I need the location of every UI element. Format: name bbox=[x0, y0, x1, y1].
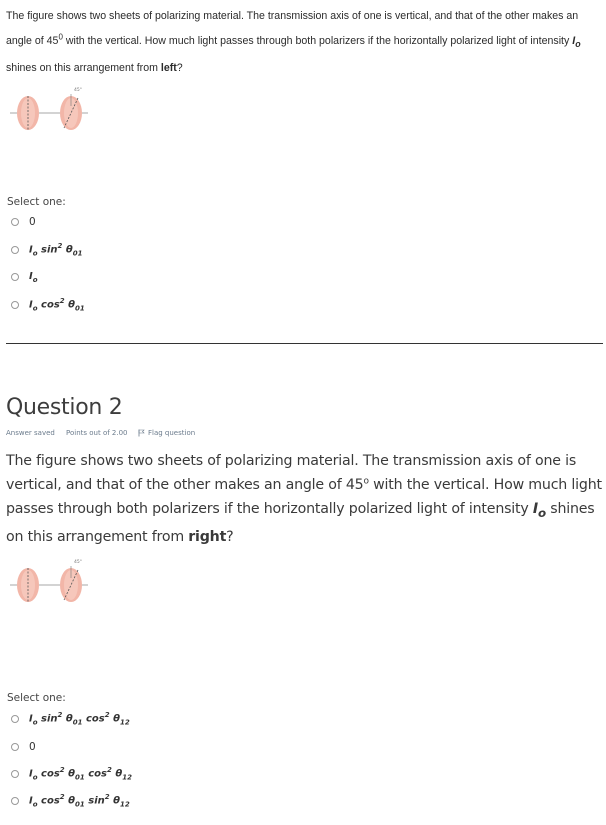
q1-option-2-func: sin bbox=[41, 244, 58, 256]
q2-option-4-theta1-sub: 01 bbox=[75, 800, 85, 809]
q1-select-one: Select one: bbox=[7, 196, 66, 208]
q2-option-4-func1: cos bbox=[41, 795, 60, 807]
q2-option-4-label bbox=[29, 793, 130, 808]
q2-option-1-theta1-sub: 01 bbox=[72, 718, 83, 727]
q1-option-4-intensity-sub: o bbox=[32, 304, 38, 313]
q2-option-3-power2: 2 bbox=[107, 766, 112, 775]
question-1-text bbox=[6, 4, 602, 81]
q2-status: Answer saved bbox=[6, 429, 55, 437]
flag-icon[interactable] bbox=[138, 429, 145, 437]
q2-direction: right bbox=[188, 529, 227, 546]
q1-polarizer-1-highlight bbox=[21, 98, 35, 128]
q1-option-2-power: 2 bbox=[57, 242, 63, 251]
q1-option-2-theta-sub: 01 bbox=[72, 249, 83, 258]
q2-option-1-intensity-sub: o bbox=[32, 718, 38, 727]
q1-intensity-sub: o bbox=[575, 38, 581, 49]
q1-option-4-power: 2 bbox=[59, 297, 65, 306]
question-2-title: Question 2 bbox=[6, 395, 123, 420]
q2-intensity-sub: o bbox=[538, 506, 546, 521]
q1-text-part1: The figure shows two sheets of polarizing material. The transmission axis of one is vertical, and that of the other makes an angle of 45 bbox=[6, 10, 579, 47]
q2-option-1-power2: 2 bbox=[104, 711, 110, 720]
q2-option-1-intensity: I bbox=[29, 713, 33, 725]
q2-option-3-theta2: θ bbox=[115, 768, 123, 780]
q1-text-part4: ? bbox=[176, 62, 183, 75]
q1-option-3-intensity: I bbox=[29, 270, 33, 282]
q1-option-4-radio[interactable] bbox=[11, 301, 19, 309]
q2-text-part3: shines on this arrangement from bbox=[6, 501, 595, 546]
q2-option-3-func2: cos bbox=[88, 768, 107, 780]
q2-option-4-theta2: θ bbox=[113, 795, 120, 807]
q2-flag-label: Flag question bbox=[148, 429, 196, 437]
q2-option-1-func2: cos bbox=[86, 713, 105, 725]
q1-option-3-radio[interactable] bbox=[11, 273, 19, 281]
q2-option-1-theta2-sub: 12 bbox=[119, 718, 130, 727]
q2-option-4-power2: 2 bbox=[104, 793, 110, 802]
q2-text-part2: with the vertical. How much light passes through both polarizers if the horizontally polarized light of intensity bbox=[6, 477, 602, 518]
q2-option-3-intensity: I bbox=[29, 768, 33, 780]
q2-option-3-label bbox=[29, 766, 132, 781]
q2-option-1-theta2: θ bbox=[113, 713, 120, 725]
q1-option-2-intensity: I bbox=[29, 244, 33, 256]
q2-intensity-symbol: I bbox=[532, 501, 539, 518]
q2-option-4-intensity-sub: o bbox=[32, 800, 38, 809]
q2-text-part4: ? bbox=[226, 529, 234, 546]
question-2-text bbox=[6, 449, 602, 550]
q2-option-1[interactable] bbox=[11, 709, 130, 729]
q2-polarizer-1-highlight bbox=[21, 570, 35, 600]
q1-option-4[interactable] bbox=[11, 295, 85, 315]
q2-option-2-label: 0 bbox=[29, 741, 36, 753]
q2-option-4[interactable] bbox=[11, 791, 130, 811]
q1-intensity bbox=[572, 35, 580, 47]
q1-option-1[interactable] bbox=[11, 212, 36, 232]
q1-option-4-label bbox=[29, 297, 85, 312]
q2-option-3-theta1: θ bbox=[68, 768, 76, 780]
q1-option-4-intensity: I bbox=[29, 299, 33, 311]
q1-option-2-theta: θ bbox=[65, 244, 73, 256]
q2-option-1-power1: 2 bbox=[57, 711, 63, 720]
q2-option-4-power1: 2 bbox=[59, 793, 65, 802]
q1-option-4-func: cos bbox=[41, 299, 60, 311]
q1-option-1-label: 0 bbox=[29, 216, 36, 228]
q1-option-3[interactable] bbox=[11, 267, 38, 287]
q1-option-1-radio[interactable] bbox=[11, 218, 19, 226]
polarizers-figure-1 bbox=[8, 86, 88, 134]
q1-option-4-theta-sub: 01 bbox=[75, 304, 85, 313]
q2-option-1-radio[interactable] bbox=[11, 715, 19, 723]
q2-option-1-label bbox=[29, 711, 130, 726]
q2-option-4-theta2-sub: 12 bbox=[119, 800, 130, 809]
q2-angle-label: 45° bbox=[74, 560, 82, 565]
q2-option-1-func1: sin bbox=[41, 713, 58, 725]
q1-option-2-intensity-sub: o bbox=[32, 249, 38, 258]
q2-option-4-radio[interactable] bbox=[11, 797, 19, 805]
q1-option-4-theta: θ bbox=[68, 299, 76, 311]
q2-flag-question[interactable] bbox=[138, 429, 195, 437]
question-divider bbox=[6, 343, 603, 344]
q2-option-3[interactable] bbox=[11, 764, 132, 784]
q1-degree: 0 bbox=[58, 31, 63, 41]
q1-option-3-label bbox=[29, 271, 38, 284]
q2-option-3-func1: cos bbox=[41, 768, 60, 780]
q1-text-part3: shines on this arrangement from bbox=[6, 62, 161, 75]
q2-option-3-theta2-sub: 12 bbox=[122, 773, 132, 782]
q2-option-3-radio[interactable] bbox=[11, 770, 19, 778]
q2-option-4-func2: sin bbox=[88, 795, 105, 807]
q2-points: Points out of 2.00 bbox=[66, 429, 128, 437]
q2-option-3-power1: 2 bbox=[59, 766, 65, 775]
q2-option-3-theta1-sub: 01 bbox=[75, 773, 85, 782]
q2-option-3-intensity-sub: o bbox=[32, 773, 38, 782]
q2-option-4-intensity: I bbox=[29, 795, 33, 807]
q1-option-2-radio[interactable] bbox=[11, 246, 19, 254]
q1-text-part2: with the vertical. How much light passes through both polarizers if the horizontally polarized light of intensity bbox=[62, 34, 573, 47]
q2-intensity bbox=[532, 501, 546, 521]
q2-select-one: Select one: bbox=[7, 692, 66, 704]
q1-option-2-label bbox=[29, 242, 83, 257]
q2-option-1-theta1: θ bbox=[65, 713, 73, 725]
q2-option-2-radio[interactable] bbox=[11, 743, 19, 751]
q1-angle-label: 45° bbox=[74, 88, 82, 93]
polarizers-figure-2 bbox=[8, 558, 88, 606]
q2-degree: o bbox=[363, 476, 369, 487]
q2-option-4-theta1: θ bbox=[68, 795, 76, 807]
q1-direction: left bbox=[160, 62, 177, 75]
q1-intensity-symbol: I bbox=[572, 34, 576, 47]
q2-text-part1: The figure shows two sheets of polarizing material. The transmission axis of one is vertical, and that of the other makes an angle of 45 bbox=[6, 453, 577, 494]
q1-option-3-intensity-sub: o bbox=[32, 275, 38, 284]
q1-option-2[interactable] bbox=[11, 240, 83, 260]
q2-option-2[interactable] bbox=[11, 737, 36, 757]
